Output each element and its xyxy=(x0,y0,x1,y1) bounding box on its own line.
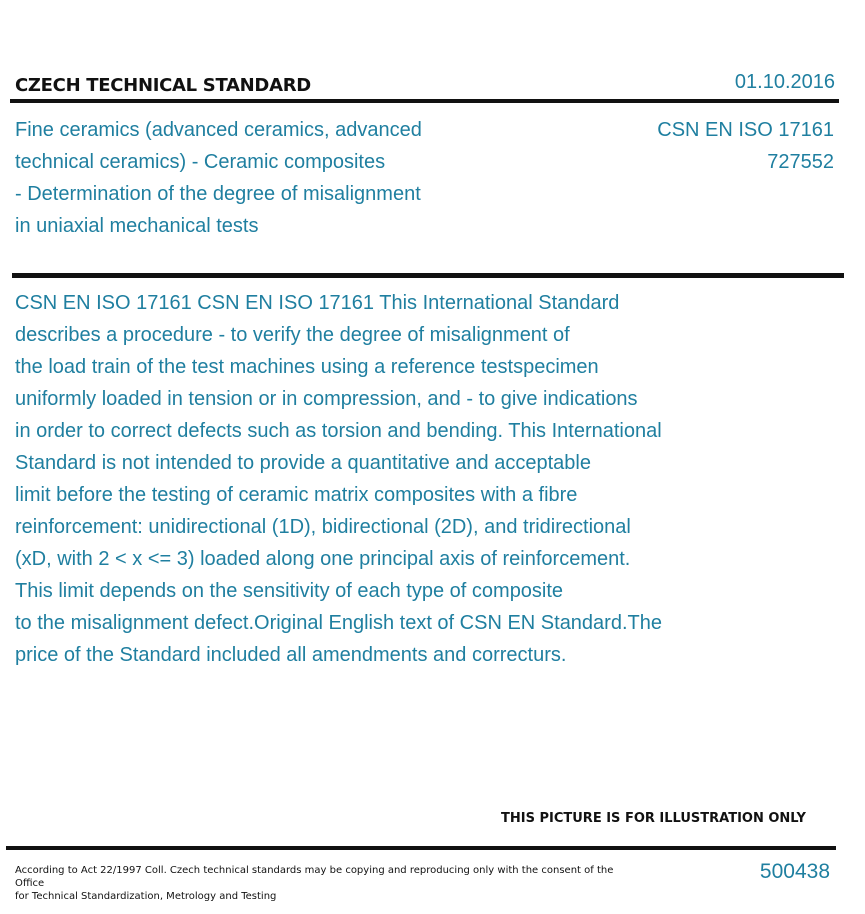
description-line: describes a procedure - to verify the degree of misalignment of xyxy=(15,324,570,346)
description-line: This limit depends on the sensitivity of each type of composite xyxy=(15,580,564,602)
description-line: (xD, with 2 < x <= 3) loaded along one principal axis of reinforcement. xyxy=(15,548,631,570)
title-line: in uniaxial mechanical tests xyxy=(15,215,259,237)
title-line: technical ceramics) - Ceramic composites xyxy=(15,151,386,173)
standard-description xyxy=(15,287,735,671)
description-line: uniformly loaded in tension or in compression, and - to give indications xyxy=(15,388,638,410)
product-code: 500438 xyxy=(759,860,830,883)
top-divider xyxy=(10,99,839,103)
title-line: - Determination of the degree of misalignment xyxy=(15,183,421,205)
publication-date: 01.10.2016 xyxy=(734,71,835,93)
middle-divider xyxy=(12,273,844,278)
title-line: Fine ceramics (advanced ceramics, advanced xyxy=(15,119,422,141)
catalog-number: 727552 xyxy=(767,151,834,173)
description-line: the load train of the test machines using a reference testspecimen xyxy=(15,356,599,378)
bottom-divider xyxy=(6,846,836,850)
legal-notice xyxy=(15,864,615,903)
description-line: limit before the testing of ceramic matrix composites with a fibre xyxy=(15,484,578,506)
legal-line: for Technical Standardization, Metrology and Testing xyxy=(15,891,277,902)
standard-title xyxy=(15,114,535,242)
description-line: CSN EN ISO 17161 CSN EN ISO 17161 This International Standard xyxy=(15,292,620,314)
document-type-label: CZECH TECHNICAL STANDARD xyxy=(15,75,311,96)
description-line: in order to correct defects such as torsion and bending. This International xyxy=(15,420,662,442)
standard-identifiers xyxy=(657,114,834,178)
illustration-notice: THIS PICTURE IS FOR ILLUSTRATION ONLY xyxy=(501,811,806,826)
description-line: to the misalignment defect.Original English text of CSN EN Standard.The xyxy=(15,612,662,634)
standard-number: CSN EN ISO 17161 xyxy=(657,119,834,141)
description-line: price of the Standard included all amendments and correcturs. xyxy=(15,644,567,666)
description-line: reinforcement: unidirectional (1D), bidirectional (2D), and tridirectional xyxy=(15,516,631,538)
legal-line: According to Act 22/1997 Coll. Czech technical standards may be copying and reproducing only with the consent of the Office xyxy=(15,865,614,889)
description-line: Standard is not intended to provide a quantitative and acceptable xyxy=(15,452,591,474)
